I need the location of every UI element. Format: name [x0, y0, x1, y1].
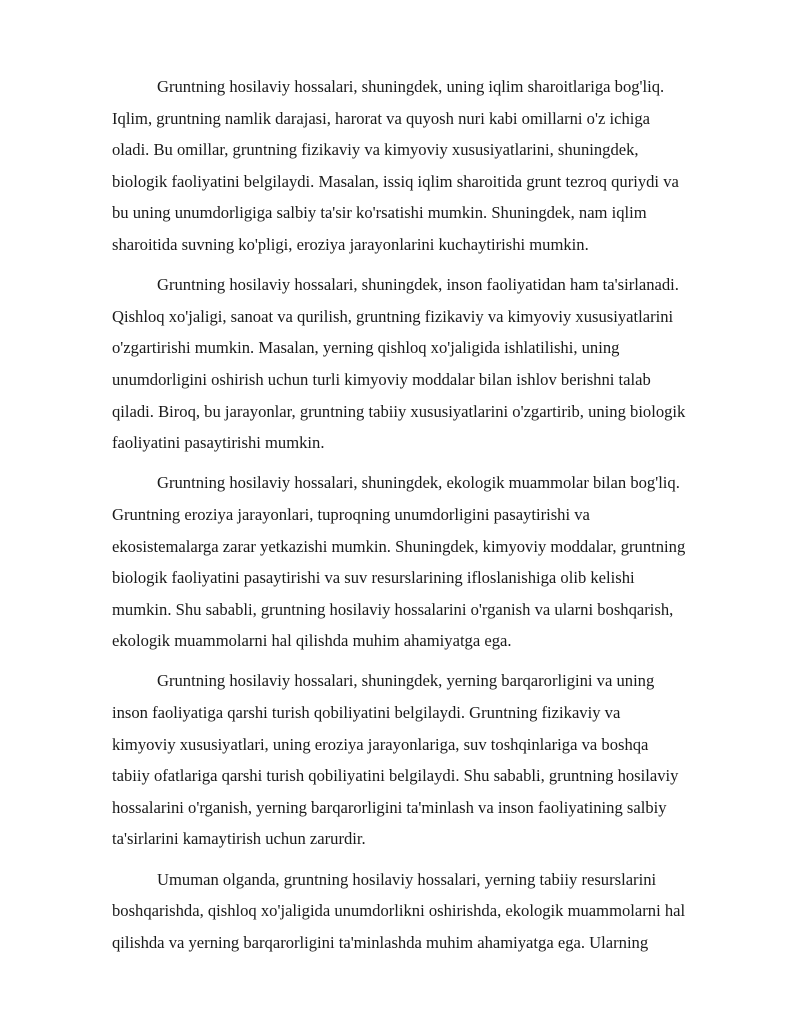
text-line: ekologik muammolarni hal qilishda muhim ahamiyatga ega. [112, 631, 512, 651]
text-line: Gruntning hosilaviy hossalari, shuningdek, yerning barqarorligini va uning [157, 671, 655, 691]
text-line: kimyoviy xususiyatlari, uning eroziya jarayonlariga, suv toshqinlariga va boshqa [112, 734, 649, 754]
text-line: sharoitida suvning ko'pligi, eroziya jarayonlarini kuchaytirishi mumkin. [112, 234, 589, 254]
text-line: o'zgartirishi mumkin. Masalan, yerning qishloq xo'jaligida ishlatilishi, uning [112, 338, 620, 358]
paragraph-4 [112, 665, 748, 855]
paragraph-3 [112, 467, 748, 657]
paragraph-1 [112, 71, 748, 261]
text-line: biologik faoliyatini belgilaydi. Masalan, issiq iqlim sharoitida grunt tezroq quriydi va [112, 171, 679, 191]
text-line: tabiiy ofatlariga qarshi turish qobiliyatini belgilaydi. Shu sababli, gruntning hosilaviy [112, 766, 679, 786]
text-line: bu uning unumdorligiga salbiy ta'sir ko'rsatishi mumkin. Shuningdek, nam iqlim [112, 203, 647, 223]
paragraph-5 [112, 864, 748, 959]
text-line: ta'sirlarini kamaytirish uchun zarurdir. [112, 829, 366, 849]
text-line: Gruntning eroziya jarayonlari, tuproqning unumdorligini pasaytirishi va [112, 504, 590, 524]
text-line: qilishda va yerning barqarorligini ta'minlashda muhim ahamiyatga ega. Ularning [112, 932, 649, 952]
text-line: inson faoliyatiga qarshi turish qobiliyatini belgilaydi. Gruntning fizikaviy va [112, 703, 621, 723]
text-line: ekosistemalarga zarar yetkazishi mumkin. Shuningdek, kimyoviy moddalar, gruntning [112, 536, 686, 556]
text-line: unumdorligini oshirish uchun turli kimyoviy moddalar bilan ishlov berishni talab [112, 369, 651, 389]
text-line: Iqlim, gruntning namlik darajasi, harorat va quyosh nuri kabi omillarni o'z ichiga [112, 108, 651, 128]
document-body [112, 71, 748, 967]
paragraph-2 [112, 269, 748, 459]
text-line: Qishloq xo'jaligi, sanoat va qurilish, gruntning fizikaviy va kimyoviy xususiyatlarini [112, 306, 674, 326]
text-line: Umuman olganda, gruntning hosilaviy hossalari, yerning tabiiy resurslarini [157, 869, 657, 889]
text-line: mumkin. Shu sababli, gruntning hosilaviy hossalarini o'rganish va ularni boshqarish, [112, 599, 674, 619]
text-line: qiladi. Biroq, bu jarayonlar, gruntning tabiiy xususiyatlarini o'zgartirib, uning biologik [112, 401, 686, 421]
text-line: oladi. Bu omillar, gruntning fizikaviy va kimyoviy xususiyatlarini, shuningdek, [112, 140, 639, 160]
text-line: Gruntning hosilaviy hossalari, shuningdek, ekologik muammolar bilan bog'liq. [157, 473, 680, 493]
text-line: hossalarini o'rganish, yerning barqarorligini ta'minlash va inson faoliyatining salbiy [112, 797, 667, 817]
text-line: boshqarishda, qishloq xo'jaligida unumdorlikni oshirishda, ekologik muammolarni hal [112, 901, 686, 921]
text-line: Gruntning hosilaviy hossalari, shuningdek, inson faoliyatidan ham ta'sirlanadi. [157, 275, 679, 295]
text-line: faoliyatini pasaytirishi mumkin. [112, 433, 325, 453]
text-line: Gruntning hosilaviy hossalari, shuningdek, uning iqlim sharoitlariga bog'liq. [157, 77, 665, 96]
text-line: biologik faoliyatini pasaytirishi va suv resurslarining ifloslanishiga olib kelishi [112, 568, 635, 588]
